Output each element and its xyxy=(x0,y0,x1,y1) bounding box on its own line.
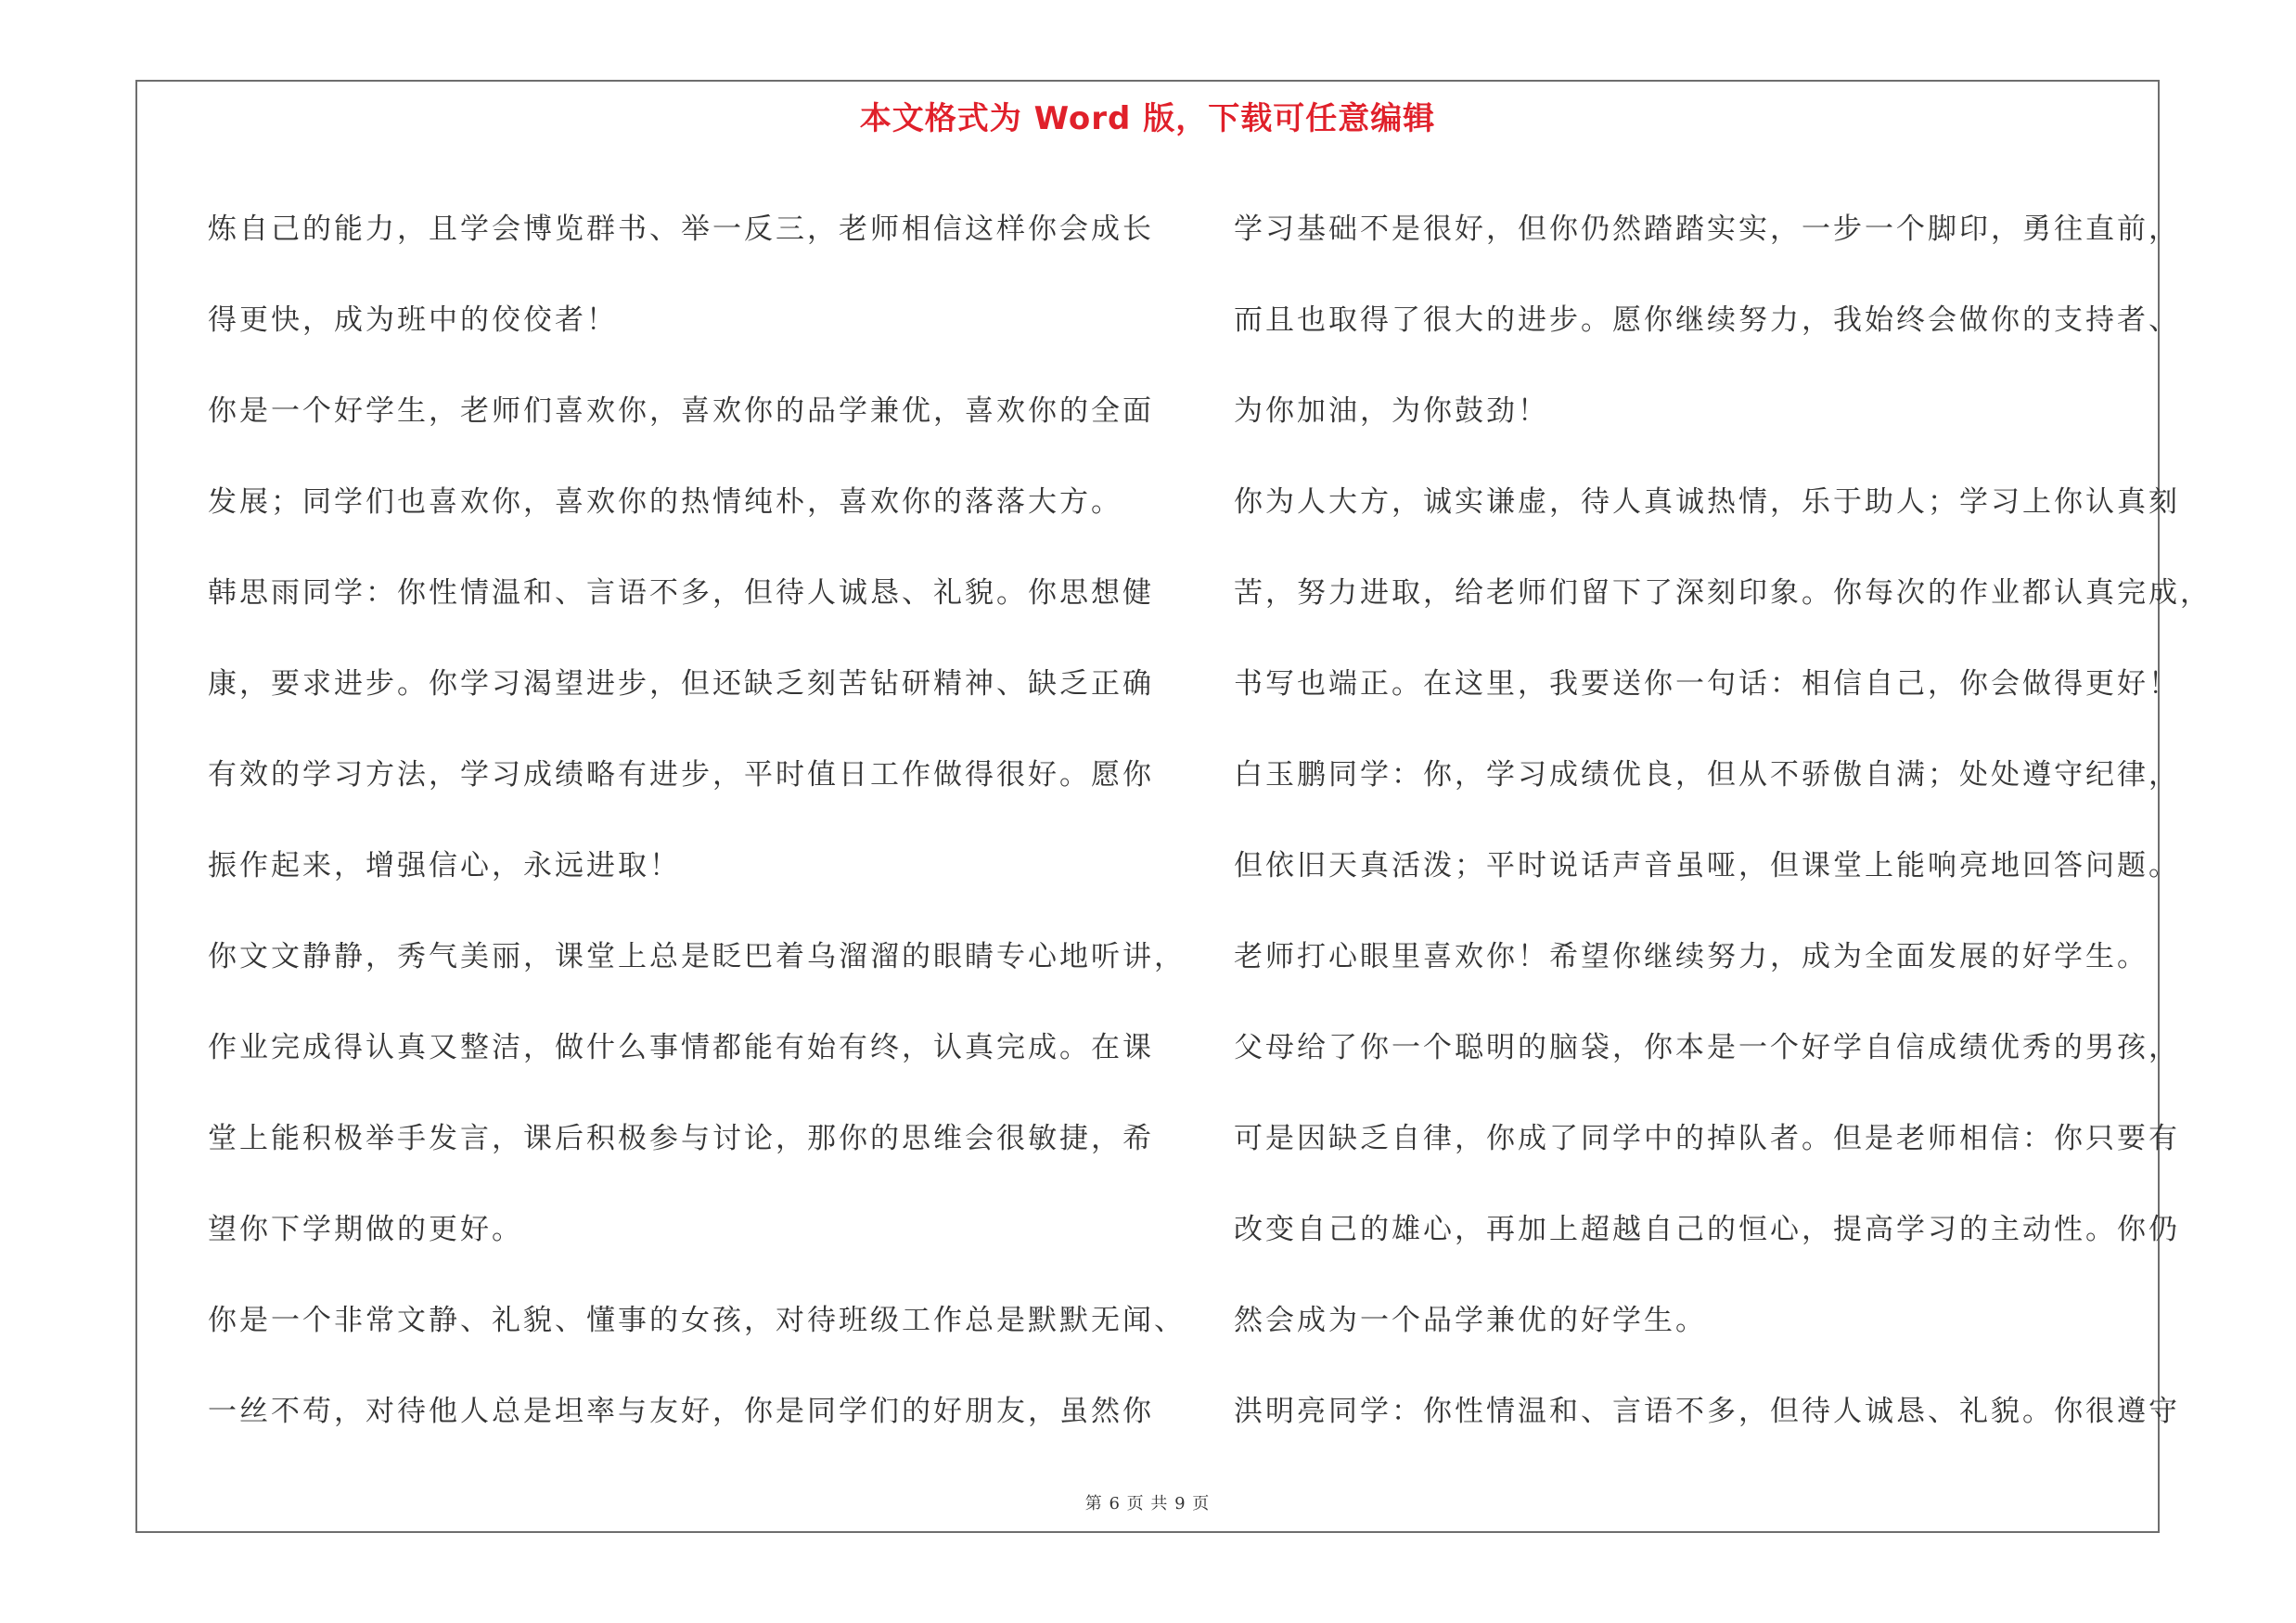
text-line: 作业完成得认真又整洁，做什么事情都能有始有终，认真完成。在课 xyxy=(208,1031,1154,1064)
text-line: 一丝不苟，对待他人总是坦率与友好，你是同学们的好朋友，虽然你 xyxy=(208,1395,1154,1428)
text-line: 有效的学习方法，学习成绩略有进步，平时值日工作做得很好。愿你 xyxy=(208,758,1154,792)
left-text-column xyxy=(208,184,1186,1457)
text-line: 学习基础不是很好，但你仍然踏踏实实，一步一个脚印，勇往直前， xyxy=(1234,213,2180,246)
text-line: 然会成为一个品学兼优的好学生。 xyxy=(1234,1304,1707,1337)
text-line: 得更快，成为班中的佼佼者！ xyxy=(208,303,618,337)
text-line: 苦，努力进取，给老师们留下了深刻印象。你每次的作业都认真完成， xyxy=(1234,576,2212,610)
text-line: 你是一个好学生，老师们喜欢你，喜欢你的品学兼优，喜欢你的全面 xyxy=(208,394,1154,428)
text-line: 韩思雨同学：你性情温和、言语不多，但待人诚恳、礼貌。你思想健 xyxy=(208,576,1154,610)
document-page xyxy=(135,80,2212,1533)
text-line: 老师打心眼里喜欢你！希望你继续努力，成为全面发展的好学生。 xyxy=(1234,940,2148,973)
text-line: 堂上能积极举手发言，课后积极参与讨论，那你的思维会很敏捷，希 xyxy=(208,1122,1154,1155)
text-line: 康，要求进步。你学习渴望进步，但还缺乏刻苦钻研精神、缺乏正确 xyxy=(208,667,1154,701)
text-line: 白玉鹏同学：你，学习成绩优良，但从不骄傲自满；处处遵守纪律， xyxy=(1234,758,2180,792)
text-line: 书写也端正。在这里，我要送你一句话：相信自己，你会做得更好！ xyxy=(1234,667,2180,701)
text-line: 父母给了你一个聪明的脑袋，你本是一个好学自信成绩优秀的男孩， xyxy=(1234,1031,2180,1064)
text-line: 振作起来，增强信心，永远进取！ xyxy=(208,849,681,882)
text-line: 而且也取得了很大的进步。愿你继续努力，我始终会做你的支持者、 xyxy=(1234,303,2180,337)
text-line: 望你下学期做的更好。 xyxy=(208,1213,523,1246)
text-line: 发展；同学们也喜欢你，喜欢你的热情纯朴，喜欢你的落落大方。 xyxy=(208,485,1122,519)
text-line: 你为人大方，诚实谦虚，待人真诚热情，乐于助人；学习上你认真刻 xyxy=(1234,485,2180,519)
page-number-footer: 第 6 页 共 9 页 xyxy=(1084,1494,1211,1514)
text-line: 但依旧天真活泼；平时说话声音虽哑，但课堂上能响亮地回答问题。 xyxy=(1234,849,2180,882)
format-notice-banner: 本文格式为 Word 版，下载可任意编辑 xyxy=(859,100,1436,137)
text-line: 你是一个非常文静、礼貌、懂事的女孩，对待班级工作总是默默无闻、 xyxy=(208,1304,1186,1337)
text-line: 为你加油，为你鼓劲！ xyxy=(1234,394,1549,428)
text-line: 洪明亮同学：你性情温和、言语不多，但待人诚恳、礼貌。你很遵守 xyxy=(1234,1395,2180,1428)
text-line: 可是因缺乏自律，你成了同学中的掉队者。但是老师相信：你只要有 xyxy=(1234,1122,2180,1155)
text-line: 改变自己的雄心，再加上超越自己的恒心，提高学习的主动性。你仍 xyxy=(1234,1213,2180,1246)
text-line: 你文文静静，秀气美丽，课堂上总是眨巴着乌溜溜的眼睛专心地听讲， xyxy=(208,940,1186,973)
text-line: 炼自己的能力，且学会博览群书、举一反三，老师相信这样你会成长 xyxy=(208,213,1154,246)
right-text-column xyxy=(1234,184,2212,1457)
